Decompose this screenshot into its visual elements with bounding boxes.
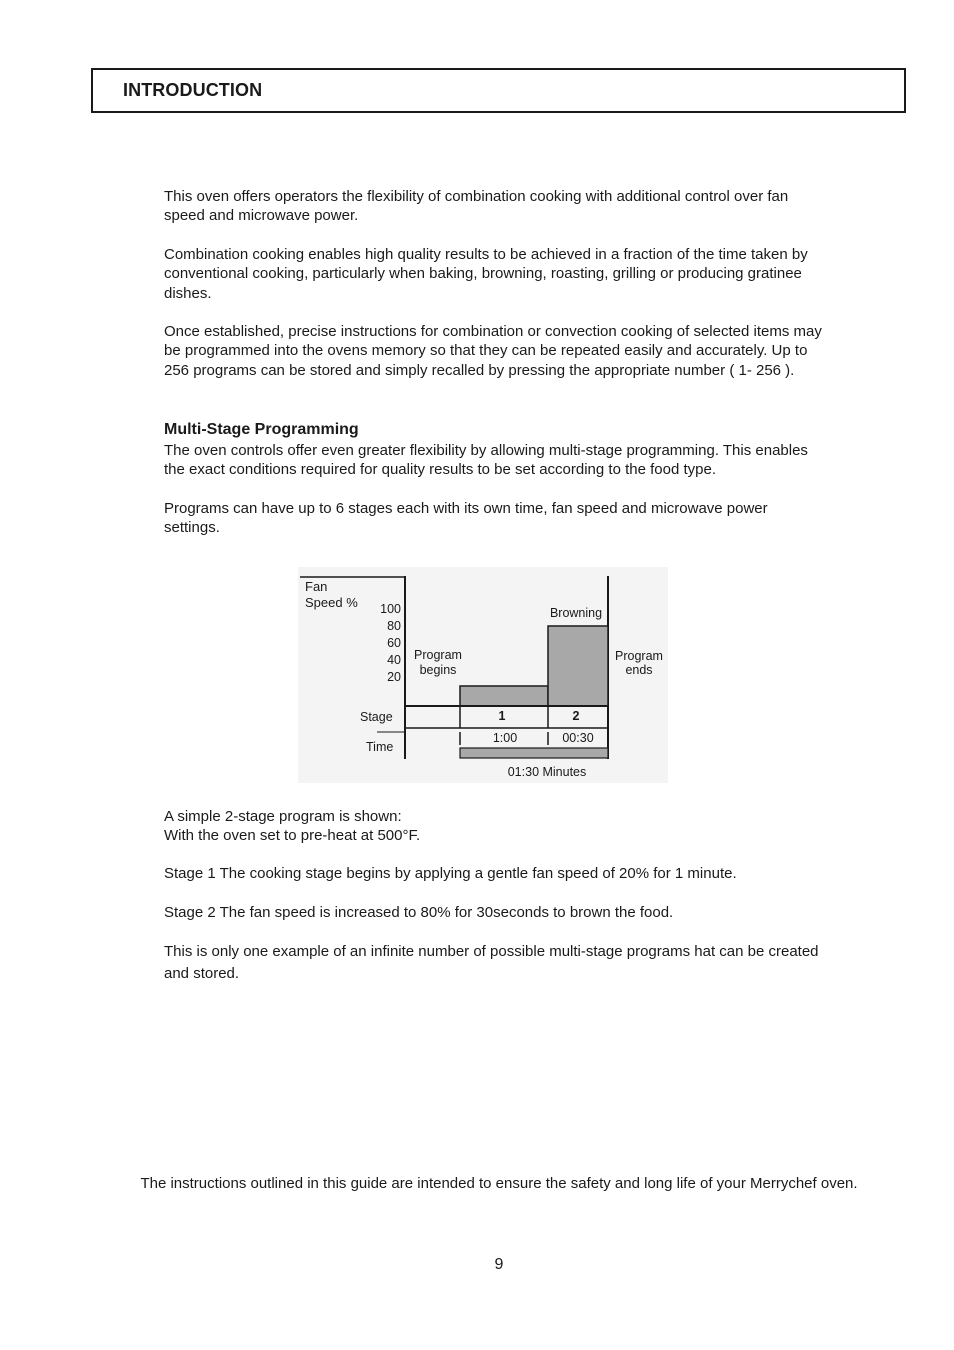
stage-2-time: 00:30 xyxy=(562,731,594,745)
multistage-heading: Multi-Stage Programming xyxy=(164,421,359,438)
intro-paragraph-3: Once established, precise instructions for combination or convection cooking of selected items may be programmed into the ovens memory so that they can be repeated easily and accurately. Up to 256 programs can be stored and simply recalled by pressing the appropriate number ( 1- 256 ). xyxy=(164,323,822,379)
y-tick-label: 100 xyxy=(380,602,401,616)
section-title: INTRODUCTION xyxy=(123,80,263,100)
example-intro-line-2: With the oven set to pre-heat at 500°F. xyxy=(164,827,421,844)
y-axis-label-line2: Speed % xyxy=(305,595,358,610)
program-ends-line1: Program xyxy=(615,649,663,663)
time-row-label: Time xyxy=(366,740,394,754)
stage-2-bar xyxy=(548,626,608,706)
y-tick-label: 40 xyxy=(387,653,401,667)
y-tick-label: 60 xyxy=(387,636,401,650)
y-axis-label-line1: Fan xyxy=(305,579,328,594)
y-ticks xyxy=(380,602,401,684)
stage-1-time: 1:00 xyxy=(492,731,518,745)
intro-paragraph-2: Combination cooking enables high quality results to be achieved in a fraction of the time taken by conventional cooking, particularly when baking, browning, roasting, grilling or producing gratinee dishes. xyxy=(164,246,808,302)
program-begins-line2: begins xyxy=(419,663,457,677)
program-begins-line1: Program xyxy=(414,648,462,662)
example-intro-line-1: A simple 2-stage program is shown: xyxy=(164,808,402,825)
page-number: 9 xyxy=(494,1256,504,1273)
section-header-box xyxy=(91,68,906,113)
program-ends-line2: ends xyxy=(625,663,653,677)
stage-2-description: Stage 2 The fan speed is increased to 80% for 30seconds to brown the food. xyxy=(164,904,674,921)
multistage-paragraph-2: Programs can have up to 6 stages each with its own time, fan speed and microwave power settings. xyxy=(164,500,768,537)
y-tick-label: 80 xyxy=(387,619,401,633)
stage-1-label: 1 xyxy=(498,709,506,723)
closing-paragraph: This is only one example of an infinite number of possible multi-stage programs hat can be created and stored. xyxy=(164,943,819,982)
stage-bars xyxy=(460,626,608,706)
stage-1-bar xyxy=(460,686,548,706)
fan-speed-diagram xyxy=(298,567,668,783)
browning-label: Browning xyxy=(549,606,603,620)
footer-note: The instructions outlined in this guide are intended to ensure the safety and long life of your Merrychef oven. xyxy=(140,1175,858,1192)
stage-2-label: 2 xyxy=(572,709,580,723)
intro-paragraph-1: This oven offers operators the flexibility of combination cooking with additional control over fan speed and microwave power. xyxy=(164,188,789,225)
total-time-bar xyxy=(460,748,608,758)
total-time-label: 01:30 Minutes xyxy=(507,765,587,779)
fan-speed-chart xyxy=(298,567,668,783)
stage-row-label: Stage xyxy=(360,710,393,724)
stage-1-description: Stage 1 The cooking stage begins by applying a gentle fan speed of 20% for 1 minute. xyxy=(164,865,737,882)
y-tick-label: 20 xyxy=(387,670,401,684)
multistage-paragraph-1: The oven controls offer even greater flexibility by allowing multi-stage programming. This enables the exact conditions required for quality results to be set according to the food type. xyxy=(164,442,808,479)
